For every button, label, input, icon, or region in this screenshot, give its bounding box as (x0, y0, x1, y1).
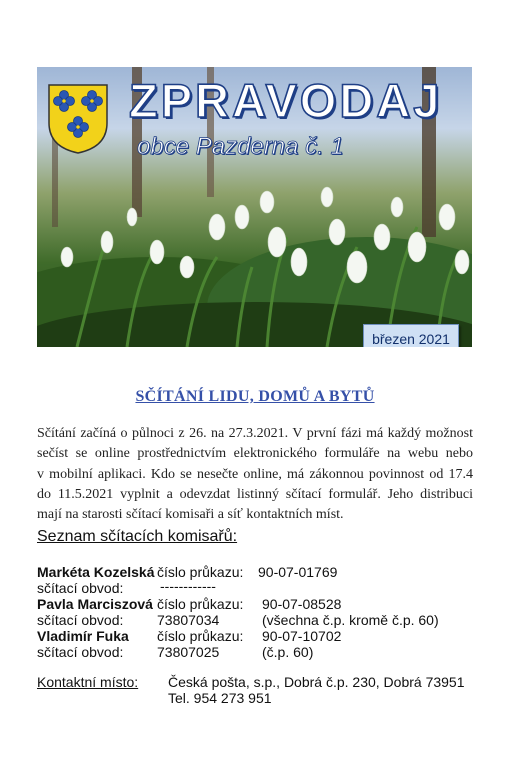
card-number: 90-07-10702 (262, 628, 342, 644)
commissioner-name: Pavla Marciszová (37, 596, 153, 612)
commissioner-name: Vladimír Fuka (37, 628, 129, 644)
district-number: 73807025 (157, 644, 220, 660)
article-heading: SČÍTÁNÍ LIDU, DOMŮ A BYTŮ (135, 388, 375, 405)
paragraph-line: sečíst se online prostřednictvím elektronického formuláře na webu nebo (37, 446, 473, 462)
newsletter-title: ZPRAVODAJ (129, 74, 443, 127)
paragraph-line: mají na starosti sčítací komisaři a síť kontaktních míst. (37, 507, 344, 523)
paragraph-line: Sčítání začíná o půlnoci z 26. na 27.3.2021. V první fázi má každý možnost (37, 426, 473, 441)
district-label: sčítací obvod: (37, 580, 124, 596)
contact-label: Kontaktní místo: (37, 674, 139, 690)
contact-address: Česká pošta, s.p., Dobrá č.p. 230, Dobrá 73951 (168, 674, 465, 690)
district-number: 73807034 (157, 612, 220, 628)
card-number-label: číslo průkazu: (157, 596, 244, 612)
commissioners-list-title: Seznam sčítacích komisařů: (37, 528, 238, 545)
card-number: 90-07-01769 (258, 564, 338, 580)
district-number: ------------ (160, 578, 216, 594)
commissioner-name: Markéta Kozelská (37, 564, 155, 580)
article-paragraph (37, 424, 473, 525)
municipality-crest-icon (47, 83, 109, 155)
card-number: 90-07-08528 (262, 596, 342, 612)
issue-date-badge: březen 2021 (363, 324, 459, 347)
district-note: (č.p. 60) (262, 644, 314, 660)
contact-phone: Tel. 954 273 951 (168, 690, 272, 706)
district-label: sčítací obvod: (37, 612, 124, 628)
district-label: sčítací obvod: (37, 644, 124, 660)
newsletter-subtitle: obce Pazderna č. 1 (137, 133, 344, 160)
card-number-label: číslo průkazu: (157, 564, 244, 580)
district-note: (všechna č.p. kromě č.p. 60) (262, 612, 439, 628)
paragraph-line: v mobilní aplikaci. Kdo se nesečte online, má zákonnou povinnost od 17.4 (37, 466, 473, 482)
cover-photo (37, 67, 472, 347)
paragraph-line: do 11.5.2021 vyplnit a odevzdat listinný sčítací formulář. Jeho distribuci (37, 486, 473, 502)
card-number-label: číslo průkazu: (157, 628, 244, 644)
